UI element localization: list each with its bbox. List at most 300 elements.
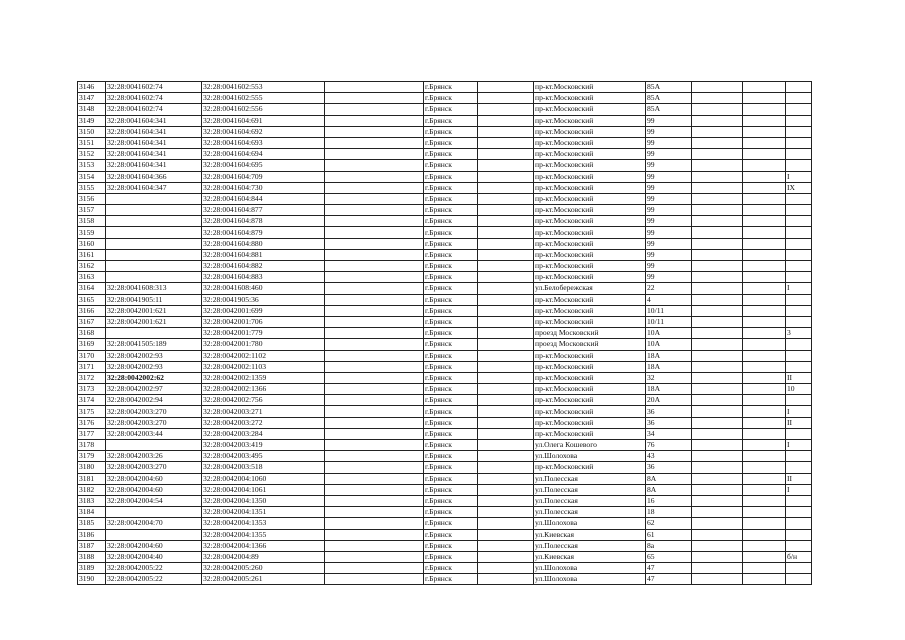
- cadastral-number: 32:28:0041604:881: [202, 249, 325, 260]
- city: г.Брянск: [424, 540, 478, 551]
- parent-cadastral-number: 32:28:0041604:341: [106, 149, 202, 160]
- blank-cell: [478, 507, 534, 518]
- row-number: 3180: [78, 462, 106, 473]
- parent-cadastral-number: 32:28:0041604:341: [106, 137, 202, 148]
- table-row: [78, 428, 812, 439]
- table-row: [78, 495, 812, 506]
- parent-cadastral-number: 32:28:0042002:97: [106, 384, 202, 395]
- blank-cell-3: [743, 384, 786, 395]
- blank-cell-2: [692, 316, 743, 327]
- table-row: [78, 294, 812, 305]
- house-number: 20А: [646, 395, 692, 406]
- street: ул.Шолохова: [534, 518, 646, 529]
- street: пр-кт.Московский: [534, 305, 646, 316]
- city: г.Брянск: [424, 216, 478, 227]
- blank-cell-3: [743, 82, 786, 93]
- table-row: [78, 574, 812, 585]
- cadastral-number: 32:28:0041604:691: [202, 115, 325, 126]
- blank-cell: [478, 261, 534, 272]
- blank-cell-2: [692, 272, 743, 283]
- street: ул.Шолохова: [534, 451, 646, 462]
- city: г.Брянск: [424, 361, 478, 372]
- premises-number: [786, 261, 812, 272]
- row-number: 3152: [78, 149, 106, 160]
- extra-cell: [325, 272, 424, 283]
- blank-cell: [478, 193, 534, 204]
- cadastral-number: 32:28:0041602:555: [202, 93, 325, 104]
- house-number: 76: [646, 440, 692, 451]
- blank-cell: [478, 115, 534, 126]
- table-row: [78, 372, 812, 383]
- street: пр-кт.Московский: [534, 82, 646, 93]
- premises-number: [786, 160, 812, 171]
- table-row: [78, 193, 812, 204]
- blank-cell-3: [743, 473, 786, 484]
- blank-cell-3: [743, 93, 786, 104]
- parent-cadastral-number: 32:28:0042002:93: [106, 350, 202, 361]
- blank-cell: [478, 551, 534, 562]
- city: г.Брянск: [424, 249, 478, 260]
- table-body: [78, 82, 812, 585]
- premises-number: [786, 540, 812, 551]
- blank-cell: [478, 484, 534, 495]
- row-number: 3183: [78, 495, 106, 506]
- extra-cell: [325, 529, 424, 540]
- street: пр-кт.Московский: [534, 137, 646, 148]
- premises-number: [786, 305, 812, 316]
- parent-cadastral-number: [106, 238, 202, 249]
- cadastral-number: 32:28:0041604:730: [202, 182, 325, 193]
- parent-cadastral-number: 32:28:0042003:44: [106, 428, 202, 439]
- city: г.Брянск: [424, 451, 478, 462]
- extra-cell: [325, 182, 424, 193]
- extra-cell: [325, 484, 424, 495]
- extra-cell: [325, 193, 424, 204]
- blank-cell-3: [743, 507, 786, 518]
- blank-cell: [478, 339, 534, 350]
- city: г.Брянск: [424, 182, 478, 193]
- house-number: 22: [646, 283, 692, 294]
- table-row: [78, 540, 812, 551]
- row-number: 3150: [78, 126, 106, 137]
- cadastral-number: 32:28:0042004:1060: [202, 473, 325, 484]
- blank-cell-3: [743, 406, 786, 417]
- city: г.Брянск: [424, 462, 478, 473]
- table-row: [78, 316, 812, 327]
- blank-cell-2: [692, 395, 743, 406]
- property-register-table: [77, 81, 812, 585]
- street: пр-кт.Московский: [534, 182, 646, 193]
- extra-cell: [325, 261, 424, 272]
- street: ул.Полесская: [534, 495, 646, 506]
- city: г.Брянск: [424, 272, 478, 283]
- extra-cell: [325, 540, 424, 551]
- premises-number: I: [786, 171, 812, 182]
- city: г.Брянск: [424, 507, 478, 518]
- table-row: [78, 384, 812, 395]
- house-number: 99: [646, 238, 692, 249]
- street: пр-кт.Московский: [534, 149, 646, 160]
- table-row: [78, 361, 812, 372]
- premises-number: [786, 451, 812, 462]
- city: г.Брянск: [424, 339, 478, 350]
- blank-cell: [478, 395, 534, 406]
- blank-cell-2: [692, 149, 743, 160]
- cadastral-number: 32:28:0041604:877: [202, 205, 325, 216]
- blank-cell: [478, 137, 534, 148]
- city: г.Брянск: [424, 82, 478, 93]
- house-number: 65: [646, 551, 692, 562]
- blank-cell-3: [743, 462, 786, 473]
- house-number: 8А: [646, 484, 692, 495]
- parent-cadastral-number: 32:28:0042003:26: [106, 451, 202, 462]
- city: г.Брянск: [424, 495, 478, 506]
- blank-cell-3: [743, 216, 786, 227]
- blank-cell-3: [743, 316, 786, 327]
- cadastral-number: 32:28:0042001:706: [202, 316, 325, 327]
- table-row: [78, 417, 812, 428]
- parent-cadastral-number: 32:28:0041505:189: [106, 339, 202, 350]
- blank-cell-2: [692, 551, 743, 562]
- row-number: 3154: [78, 171, 106, 182]
- premises-number: [786, 316, 812, 327]
- parent-cadastral-number: 32:28:0042002:93: [106, 361, 202, 372]
- city: г.Брянск: [424, 137, 478, 148]
- cadastral-number: 32:28:0042002:756: [202, 395, 325, 406]
- street: пр-кт.Московский: [534, 216, 646, 227]
- blank-cell: [478, 205, 534, 216]
- blank-cell-3: [743, 305, 786, 316]
- parent-cadastral-number: 32:28:0041604:341: [106, 115, 202, 126]
- row-number: 3184: [78, 507, 106, 518]
- city: г.Брянск: [424, 261, 478, 272]
- cadastral-number: 32:28:0042003:419: [202, 440, 325, 451]
- blank-cell-2: [692, 484, 743, 495]
- cadastral-number: 32:28:0042003:518: [202, 462, 325, 473]
- street: ул.Шолохова: [534, 563, 646, 574]
- street: пр-кт.Московский: [534, 395, 646, 406]
- blank-cell-3: [743, 149, 786, 160]
- street: пр-кт.Московский: [534, 272, 646, 283]
- extra-cell: [325, 93, 424, 104]
- table-row: [78, 160, 812, 171]
- extra-cell: [325, 328, 424, 339]
- table-row: [78, 473, 812, 484]
- house-number: 16: [646, 495, 692, 506]
- row-number: 3164: [78, 283, 106, 294]
- table-row: [78, 182, 812, 193]
- cadastral-number: 32:28:0041604:693: [202, 137, 325, 148]
- parent-cadastral-number: [106, 440, 202, 451]
- cadastral-number: 32:28:0041602:553: [202, 82, 325, 93]
- city: г.Брянск: [424, 406, 478, 417]
- premises-number: [786, 216, 812, 227]
- blank-cell-3: [743, 238, 786, 249]
- house-number: 99: [646, 261, 692, 272]
- city: г.Брянск: [424, 551, 478, 562]
- row-number: 3173: [78, 384, 106, 395]
- extra-cell: [325, 518, 424, 529]
- blank-cell: [478, 350, 534, 361]
- street: проезд Московский: [534, 339, 646, 350]
- street: ул.Киевская: [534, 551, 646, 562]
- parent-cadastral-number: 32:28:0042004:40: [106, 551, 202, 562]
- cadastral-number: 32:28:0042003:271: [202, 406, 325, 417]
- parent-cadastral-number: 32:28:0041604:366: [106, 171, 202, 182]
- parent-cadastral-number: 32:28:0042002:62: [106, 372, 202, 383]
- row-number: 3175: [78, 406, 106, 417]
- street: пр-кт.Московский: [534, 316, 646, 327]
- blank-cell: [478, 574, 534, 585]
- street: пр-кт.Московский: [534, 115, 646, 126]
- blank-cell-3: [743, 272, 786, 283]
- row-number: 3186: [78, 529, 106, 540]
- parent-cadastral-number: [106, 216, 202, 227]
- blank-cell-2: [692, 328, 743, 339]
- row-number: 3168: [78, 328, 106, 339]
- parent-cadastral-number: [106, 227, 202, 238]
- table-row: [78, 529, 812, 540]
- blank-cell-3: [743, 372, 786, 383]
- cadastral-number: 32:28:0042002:1366: [202, 384, 325, 395]
- street: пр-кт.Московский: [534, 126, 646, 137]
- city: г.Брянск: [424, 193, 478, 204]
- premises-number: б/н: [786, 551, 812, 562]
- premises-number: [786, 462, 812, 473]
- blank-cell-2: [692, 540, 743, 551]
- table-row: [78, 328, 812, 339]
- street: пр-кт.Московский: [534, 160, 646, 171]
- parent-cadastral-number: 32:28:0041608:313: [106, 283, 202, 294]
- street: ул.Шолохова: [534, 574, 646, 585]
- cadastral-number: 32:28:0042002:1102: [202, 350, 325, 361]
- premises-number: I: [786, 440, 812, 451]
- house-number: 99: [646, 205, 692, 216]
- cadastral-number: 32:28:0042001:780: [202, 339, 325, 350]
- cadastral-number: 32:28:0041604:882: [202, 261, 325, 272]
- blank-cell-2: [692, 115, 743, 126]
- blank-cell: [478, 361, 534, 372]
- city: г.Брянск: [424, 227, 478, 238]
- house-number: 10/11: [646, 305, 692, 316]
- blank-cell: [478, 316, 534, 327]
- premises-number: [786, 205, 812, 216]
- row-number: 3146: [78, 82, 106, 93]
- blank-cell: [478, 518, 534, 529]
- city: г.Брянск: [424, 305, 478, 316]
- blank-cell-3: [743, 283, 786, 294]
- city: г.Брянск: [424, 104, 478, 115]
- parent-cadastral-number: 32:28:0041602:74: [106, 104, 202, 115]
- blank-cell-3: [743, 440, 786, 451]
- extra-cell: [325, 227, 424, 238]
- table-row: [78, 93, 812, 104]
- blank-cell-3: [743, 137, 786, 148]
- city: г.Брянск: [424, 484, 478, 495]
- street: пр-кт.Московский: [534, 171, 646, 182]
- street: ул.Полесская: [534, 540, 646, 551]
- blank-cell-2: [692, 563, 743, 574]
- house-number: 4: [646, 294, 692, 305]
- extra-cell: [325, 216, 424, 227]
- blank-cell-3: [743, 417, 786, 428]
- street: пр-кт.Московский: [534, 193, 646, 204]
- row-number: 3190: [78, 574, 106, 585]
- extra-cell: [325, 395, 424, 406]
- row-number: 3162: [78, 261, 106, 272]
- city: г.Брянск: [424, 417, 478, 428]
- row-number: 3174: [78, 395, 106, 406]
- parent-cadastral-number: 32:28:0041604:341: [106, 126, 202, 137]
- extra-cell: [325, 137, 424, 148]
- house-number: 18А: [646, 361, 692, 372]
- row-number: 3170: [78, 350, 106, 361]
- cadastral-number: 32:28:0042005:260: [202, 563, 325, 574]
- premises-number: [786, 563, 812, 574]
- cadastral-number: 32:28:0042001:779: [202, 328, 325, 339]
- row-number: 3178: [78, 440, 106, 451]
- blank-cell-2: [692, 462, 743, 473]
- premises-number: [786, 104, 812, 115]
- blank-cell: [478, 440, 534, 451]
- blank-cell-2: [692, 171, 743, 182]
- premises-number: I: [786, 283, 812, 294]
- row-number: 3181: [78, 473, 106, 484]
- table-row: [78, 205, 812, 216]
- cadastral-number: 32:28:0041604:695: [202, 160, 325, 171]
- street: ул.Полесская: [534, 473, 646, 484]
- table-row: [78, 104, 812, 115]
- blank-cell: [478, 384, 534, 395]
- extra-cell: [325, 171, 424, 182]
- premises-number: IX: [786, 182, 812, 193]
- cadastral-number: 32:28:0042004:1350: [202, 495, 325, 506]
- row-number: 3165: [78, 294, 106, 305]
- house-number: 99: [646, 182, 692, 193]
- blank-cell-2: [692, 216, 743, 227]
- blank-cell: [478, 249, 534, 260]
- city: г.Брянск: [424, 238, 478, 249]
- extra-cell: [325, 384, 424, 395]
- house-number: 8А: [646, 473, 692, 484]
- table-row: [78, 249, 812, 260]
- street: пр-кт.Московский: [534, 104, 646, 115]
- city: г.Брянск: [424, 563, 478, 574]
- premises-number: [786, 495, 812, 506]
- house-number: 99: [646, 193, 692, 204]
- house-number: 32: [646, 372, 692, 383]
- table-row: [78, 149, 812, 160]
- blank-cell-2: [692, 473, 743, 484]
- extra-cell: [325, 406, 424, 417]
- house-number: 85А: [646, 104, 692, 115]
- blank-cell-2: [692, 350, 743, 361]
- blank-cell: [478, 529, 534, 540]
- cadastral-number: 32:28:0042004:89: [202, 551, 325, 562]
- city: г.Брянск: [424, 395, 478, 406]
- extra-cell: [325, 495, 424, 506]
- blank-cell-2: [692, 193, 743, 204]
- premises-number: [786, 115, 812, 126]
- parent-cadastral-number: 32:28:0042003:270: [106, 417, 202, 428]
- table-row: [78, 518, 812, 529]
- table-row: [78, 451, 812, 462]
- cadastral-number: 32:28:0041604:880: [202, 238, 325, 249]
- city: г.Брянск: [424, 93, 478, 104]
- table-row: [78, 115, 812, 126]
- city: г.Брянск: [424, 384, 478, 395]
- cadastral-number: 32:28:0041604:844: [202, 193, 325, 204]
- street: пр-кт.Московский: [534, 417, 646, 428]
- house-number: 36: [646, 406, 692, 417]
- house-number: 10А: [646, 328, 692, 339]
- parent-cadastral-number: 32:28:0042003:270: [106, 406, 202, 417]
- table-row: [78, 137, 812, 148]
- cadastral-number: 32:28:0041905:36: [202, 294, 325, 305]
- blank-cell-2: [692, 227, 743, 238]
- blank-cell-2: [692, 406, 743, 417]
- house-number: 34: [646, 428, 692, 439]
- blank-cell-3: [743, 350, 786, 361]
- city: г.Брянск: [424, 205, 478, 216]
- extra-cell: [325, 574, 424, 585]
- house-number: 10А: [646, 339, 692, 350]
- house-number: 85А: [646, 82, 692, 93]
- city: г.Брянск: [424, 328, 478, 339]
- premises-number: [786, 339, 812, 350]
- cadastral-number: 32:28:0041604:692: [202, 126, 325, 137]
- cadastral-number: 32:28:0042004:1355: [202, 529, 325, 540]
- street: пр-кт.Московский: [534, 428, 646, 439]
- blank-cell-2: [692, 428, 743, 439]
- parent-cadastral-number: [106, 507, 202, 518]
- extra-cell: [325, 361, 424, 372]
- house-number: 99: [646, 149, 692, 160]
- blank-cell-3: [743, 193, 786, 204]
- table-row: [78, 216, 812, 227]
- blank-cell-3: [743, 160, 786, 171]
- parent-cadastral-number: 32:28:0041602:74: [106, 93, 202, 104]
- parent-cadastral-number: [106, 249, 202, 260]
- blank-cell: [478, 283, 534, 294]
- house-number: 99: [646, 115, 692, 126]
- blank-cell-3: [743, 249, 786, 260]
- blank-cell-3: [743, 540, 786, 551]
- blank-cell: [478, 238, 534, 249]
- city: г.Брянск: [424, 372, 478, 383]
- blank-cell-2: [692, 339, 743, 350]
- cadastral-number: 32:28:0041604:878: [202, 216, 325, 227]
- blank-cell: [478, 182, 534, 193]
- city: г.Брянск: [424, 473, 478, 484]
- blank-cell-2: [692, 518, 743, 529]
- table-row: [78, 261, 812, 272]
- premises-number: [786, 361, 812, 372]
- extra-cell: [325, 372, 424, 383]
- premises-number: [786, 395, 812, 406]
- city: г.Брянск: [424, 115, 478, 126]
- row-number: 3179: [78, 451, 106, 462]
- blank-cell-2: [692, 574, 743, 585]
- blank-cell-2: [692, 305, 743, 316]
- house-number: 99: [646, 137, 692, 148]
- extra-cell: [325, 160, 424, 171]
- street: ул.Олега Кошевого: [534, 440, 646, 451]
- blank-cell-2: [692, 137, 743, 148]
- table-row: [78, 551, 812, 562]
- table-row: [78, 462, 812, 473]
- city: г.Брянск: [424, 529, 478, 540]
